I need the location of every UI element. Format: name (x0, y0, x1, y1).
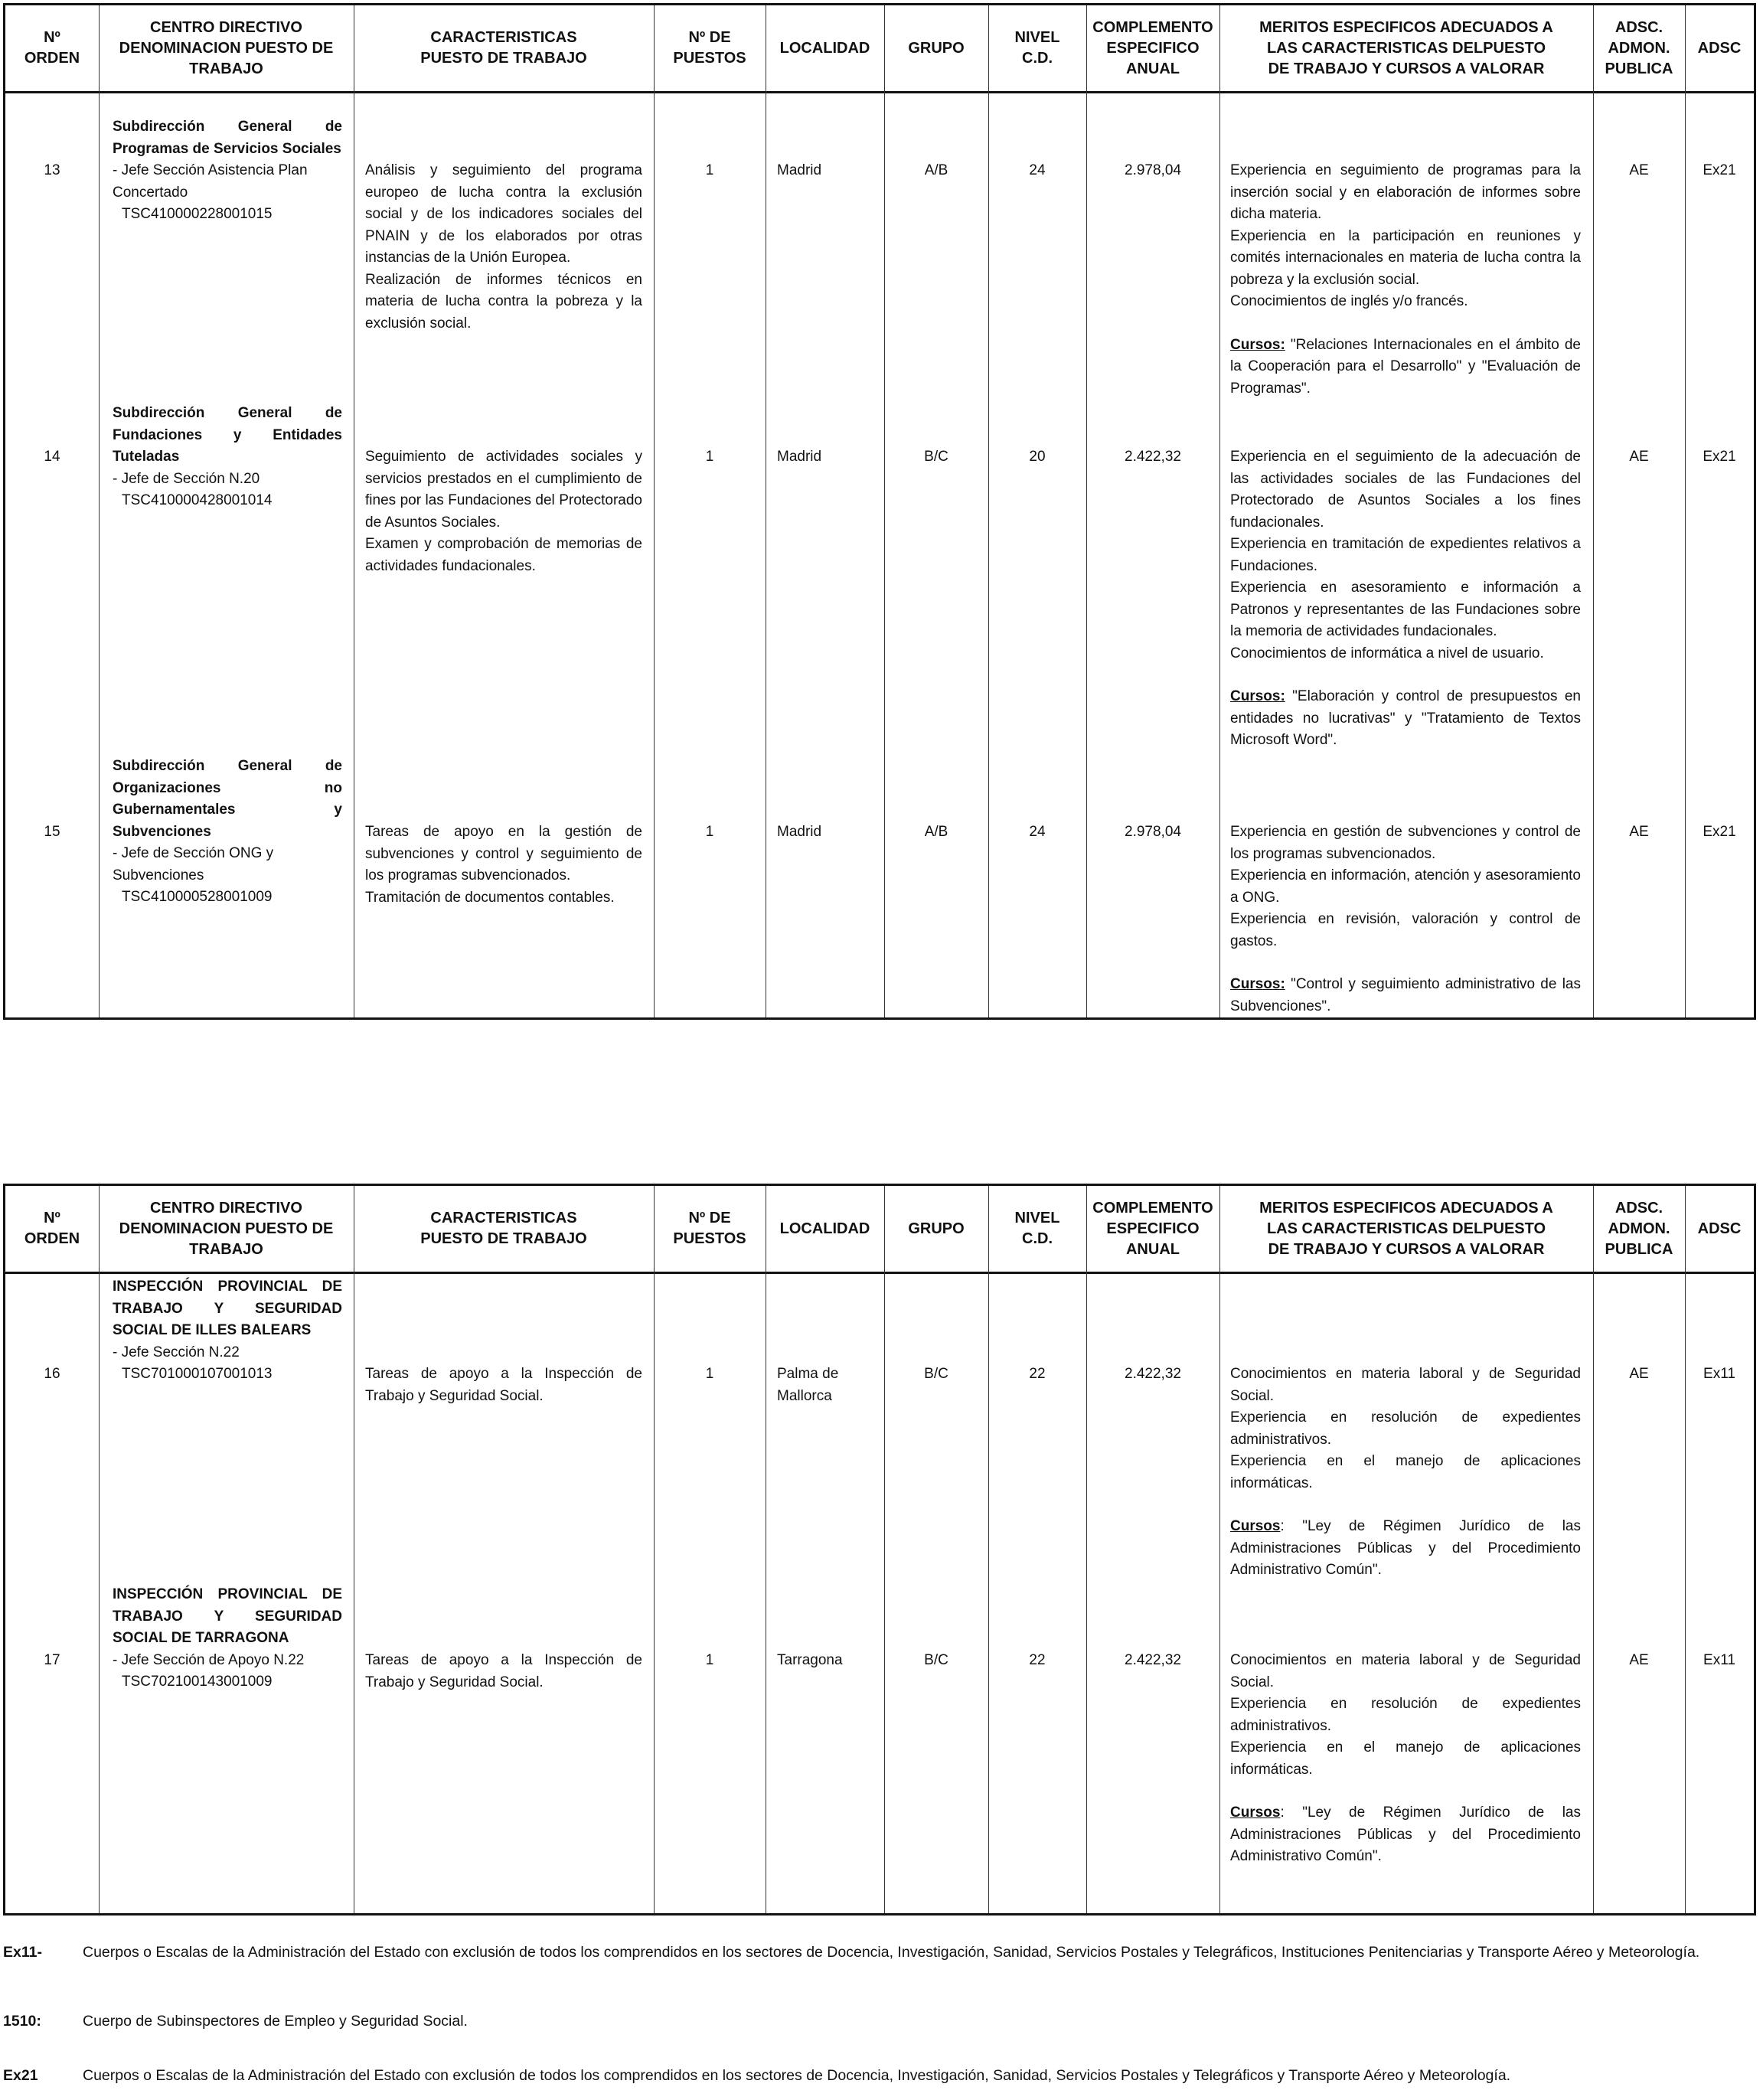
table-header (5, 5, 1754, 93)
row-nivel: 22 (1029, 1652, 1046, 1668)
header-adsc-admon: ADSC. ADMON. PUBLICA (1605, 18, 1673, 77)
row-grupo: B/C (924, 1366, 948, 1382)
row-caracteristicas: Tareas de apoyo en la gestión de subvenciones y control y seguimiento de los programas subvencionados. Tramitación de documentos contables. (365, 824, 642, 906)
header-adsc: ADSC (1697, 1220, 1742, 1237)
row-complemento: 2.422,32 (1125, 1366, 1181, 1382)
header-nivel: NIVEL C.D. (1014, 1210, 1060, 1247)
row-meritos: Experiencia en gestión de subvenciones y control de los programas subvencionados. Experiencia en información, atención y asesoramiento a ONG. Experiencia en revisión, valoración y control de gastos. Cursos: "Control y seguimiento administrativo de las Subvenciones". (1230, 824, 1581, 1014)
row-adsc: Ex21 (1703, 449, 1736, 465)
row-centro: Subdirección General de Fundaciones y Entidades Tuteladas - Jefe de Sección N.20 TSC410000428001014 (113, 405, 342, 508)
header-adsc-admon: ADSC. ADMON. PUBLICA (1605, 1199, 1673, 1258)
header-centro: CENTRO DIRECTIVO DENOMINACION PUESTO DE TRABAJO (119, 1199, 334, 1258)
row-puestos: 1 (705, 449, 714, 465)
row-localidad: Tarragona (777, 1652, 843, 1668)
row-localidad: Palma de Mallorca (777, 1366, 839, 1404)
header-adsc: ADSC (1697, 39, 1742, 57)
row-puestos: 1 (705, 1652, 714, 1668)
row-adsc: Ex11 (1703, 1366, 1735, 1382)
row-meritos: Experiencia en seguimiento de programas para la inserción social y en elaboración de informes sobre dicha materia. Experiencia en la participación en reuniones y comités internacionales en materia de lucha contra la pobreza y la exclusión social. Conocimientos de inglés y/o francés. Cursos: "Relaciones Internacionales en el ámbito de la Cooperación para el Desarrollo" y "Evaluación de Programas". (1230, 162, 1581, 397)
row-puestos: 1 (705, 824, 714, 840)
row-grupo: A/B (924, 162, 948, 178)
header-meritos: MERITOS ESPECIFICOS ADECUADOS A LAS CARACTERISTICAS DELPUESTO DE TRABAJO Y CURSOS A VALORAR (1259, 1199, 1553, 1258)
row-caracteristicas: Análisis y seguimiento del programa europeo de lucha contra la exclusión social y de los indicadores sociales del PNAIN y de los elaborados por otras instancias de la Unión Europea. Realización de informes técnicos en materia de lucha contra la pobreza y la exclusión social. (365, 162, 642, 331)
row-complemento: 2.422,32 (1125, 449, 1181, 465)
row-localidad: Madrid (777, 824, 822, 840)
row-grupo: B/C (924, 1652, 948, 1668)
header-nivel: NIVEL C.D. (1014, 29, 1060, 67)
footnote-code: 1510: (3, 2013, 41, 2030)
row-adsc-admon: AE (1629, 824, 1649, 840)
row-adsc-admon: AE (1629, 1366, 1649, 1382)
row-meritos: Conocimientos en materia laboral y de Seguridad Social. Experiencia en resolución de expedientes administrativos. Experiencia en el manejo de aplicaciones informáticas. Cursos: "Ley de Régimen Jurídico de las Administraciones Públicas y del Procedimiento Administrativo Común". (1230, 1652, 1581, 1864)
footnote-text: Cuerpos o Escalas de la Administración del Estado con exclusión de todos los comprendidos en los sectores de Docencia, Investigación, Sanidad, Servicios Postales y Telegráficos, Instituciones Penitenciarias y Transporte Aéreo y Meteorología. (83, 1944, 1700, 1961)
footnote-text: Cuerpo de Subinspectores de Empleo y Seguridad Social. (83, 2013, 468, 2030)
header-localidad: LOCALIDAD (779, 39, 870, 57)
cursos-label: Cursos (1230, 1804, 1281, 1821)
header-puestos: Nº DE PUESTOS (673, 1210, 746, 1247)
cursos-label: Cursos: (1230, 688, 1285, 704)
header-complemento: COMPLEMENTO ESPECIFICO ANUAL (1092, 18, 1213, 77)
row-nivel: 24 (1029, 162, 1046, 178)
header-grupo: GRUPO (908, 39, 965, 57)
footnote-text: Cuerpos o Escalas de la Administración del Estado con exclusión de todos los comprendidos en los sectores de Docencia, Investigación, Sanidad, Servicios Postales y Telegráficos y Transporte Aéreo y Meteorología. (83, 2067, 1511, 2084)
row-adsc: Ex21 (1703, 162, 1736, 178)
row-centro: INSPECCIÓN PROVINCIAL DE TRABAJO Y SEGURIDAD SOCIAL DE TARRAGONA - Jefe Sección de Apoyo N.22 TSC702100143001009 (113, 1586, 342, 1690)
row-adsc: Ex11 (1703, 1652, 1735, 1668)
footnote-code: Ex21 (3, 2067, 38, 2084)
row-centro: Subdirección General de Programas de Servicios Sociales - Jefe Sección Asistencia Plan Concertado TSC410000228001015 (113, 119, 342, 222)
row-adsc-admon: AE (1629, 162, 1649, 178)
row-orden: 17 (44, 1652, 60, 1668)
row-complemento: 2.978,04 (1125, 162, 1181, 178)
row-orden: 16 (44, 1366, 60, 1382)
row-puestos: 1 (705, 1366, 714, 1382)
row-orden: 14 (44, 449, 60, 465)
header-meritos: MERITOS ESPECIFICOS ADECUADOS A LAS CARACTERISTICAS DELPUESTO DE TRABAJO Y CURSOS A VALORAR (1259, 18, 1553, 77)
row-complemento: 2.978,04 (1125, 824, 1181, 840)
row-grupo: A/B (924, 824, 948, 840)
footnote (3, 2065, 1756, 2088)
row-nivel: 24 (1029, 824, 1046, 840)
row-localidad: Madrid (777, 162, 822, 178)
row-orden: 15 (44, 824, 60, 840)
header-grupo: GRUPO (908, 1220, 965, 1237)
table-1 (3, 3, 1756, 1020)
footnote-code: Ex11- (3, 1944, 42, 1961)
header-complemento: COMPLEMENTO ESPECIFICO ANUAL (1092, 1199, 1213, 1258)
table-header (5, 1186, 1754, 1274)
row-caracteristicas: Tareas de apoyo a la Inspección de Trabajo y Seguridad Social. (365, 1366, 642, 1404)
row-orden: 13 (44, 162, 60, 178)
header-orden: Nº ORDEN (24, 29, 80, 67)
table-2 (3, 1184, 1756, 1915)
row-complemento: 2.422,32 (1125, 1652, 1181, 1668)
cursos-label: Cursos: (1230, 976, 1285, 992)
row-grupo: B/C (924, 449, 948, 465)
row-nivel: 20 (1029, 449, 1046, 465)
header-caracteristicas: CARACTERISTICAS PUESTO DE TRABAJO (420, 29, 587, 67)
row-caracteristicas: Seguimiento de actividades sociales y servicios prestados en el cumplimiento de fines por las Fundaciones del Protectorado de Asuntos Sociales. Examen y comprobación de memorias de actividades fundacionales. (365, 449, 642, 574)
footnote (3, 1942, 1756, 1987)
row-localidad: Madrid (777, 449, 822, 465)
row-centro: INSPECCIÓN PROVINCIAL DE TRABAJO Y SEGURIDAD SOCIAL DE ILLES BALEARS - Jefe Sección N.22 TSC701000107001013 (113, 1279, 342, 1382)
footnote (3, 2010, 1756, 2033)
row-adsc-admon: AE (1629, 449, 1649, 465)
header-orden: Nº ORDEN (24, 1210, 80, 1247)
cursos-label: Cursos (1230, 1518, 1281, 1534)
header-centro: CENTRO DIRECTIVO DENOMINACION PUESTO DE TRABAJO (119, 18, 334, 77)
row-centro: Subdirección General de Organizaciones no Gubernamentales y Subvenciones - Jefe de Sección ONG y Subvenciones TSC410000528001009 (113, 758, 342, 905)
header-caracteristicas: CARACTERISTICAS PUESTO DE TRABAJO (420, 1210, 587, 1247)
header-localidad: LOCALIDAD (779, 1220, 870, 1237)
row-adsc: Ex21 (1703, 824, 1736, 840)
row-puestos: 1 (705, 162, 714, 178)
row-meritos: Conocimientos en materia laboral y de Seguridad Social. Experiencia en resolución de expedientes administrativos. Experiencia en el manejo de aplicaciones informáticas. Cursos: "Ley de Régimen Jurídico de las Administraciones Públicas y del Procedimiento Administrativo Común". (1230, 1366, 1581, 1578)
row-nivel: 22 (1029, 1366, 1046, 1382)
cursos-label: Cursos: (1230, 336, 1285, 353)
row-adsc-admon: AE (1629, 1652, 1649, 1668)
row-caracteristicas: Tareas de apoyo a la Inspección de Trabajo y Seguridad Social. (365, 1652, 642, 1690)
row-meritos: Experiencia en el seguimiento de la adecuación de las actividades sociales de las Fundaciones del Protectorado de Asuntos Sociales a los fines fundacionales. Experiencia en tramitación de expedientes relativos a Fundaciones. Experiencia en asesoramiento e información a Patronos y representantes de las Fundaciones sobre la memoria de actividades fundacionales. Conocimientos de informática a nivel de usuario. Cursos: "Elaboración y control de presupuestos en entidades no lucrativas" y "Tratamiento de Textos Microsoft Word". (1230, 449, 1581, 748)
header-puestos: Nº DE PUESTOS (673, 29, 746, 67)
